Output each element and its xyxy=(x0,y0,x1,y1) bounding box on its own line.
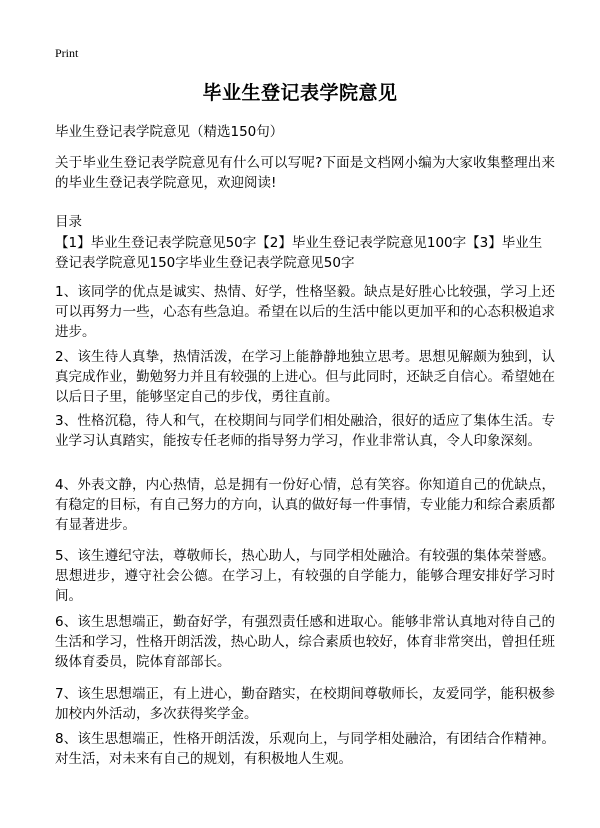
list-item: 5、该生遵纪守法，尊敬师长，热心助人，与同学相处融洽。有较强的集体荣誉感。思想进步，遵守社会公德。在学习上，有较强的自学能力，能够合理安排好学习时间。 xyxy=(55,548,555,604)
subtitle: 毕业生登记表学院意见（精选150句） xyxy=(55,124,284,140)
list-item: 1、该同学的优点是诚实、热情、好学，性格坚毅。缺点是好胜心比较强，学习上还可以再努力一些，心态有些急迫。希望在以后的生活中能以更加平和的心态积极追求进步。 xyxy=(55,284,555,340)
list-item: 3、性格沉稳，待人和气，在校期间与同学们相处融洽，很好的适应了集体生活。专业学习认真踏实，能按专任老师的指导努力学习，作业非常认真，令人印象深刻。 xyxy=(55,413,555,449)
toc-link-1[interactable]: 【1】毕业生登记表学院意见50字 xyxy=(55,235,257,251)
list-item: 7、该生思想端正，有上进心，勤奋踏实，在校期间尊敬师长，友爱同学，能积极参加校内外活动，多次获得奖学金。 xyxy=(55,686,555,722)
list-item: 2、该生待人真挚，热情活泼，在学习上能静静地独立思考。思想见解颇为独到，认真完成作业，勤勉努力并且有较强的上进心。但与此同时，还缺乏自信心。希望她在以后日子里，能够坚定自己的步伐，勇往直前。 xyxy=(55,349,555,405)
intro-paragraph: 关于毕业生登记表学院意见有什么可以写呢?下面是文档网小编为大家收集整理出来的毕业生登记表学院意见，欢迎阅读! xyxy=(55,155,555,191)
toc-heading: 目录 xyxy=(55,214,82,230)
list-item: 4、外表文静，内心热情，总是拥有一份好心情，总有笑容。你知道自己的优缺点，有稳定的目标，有自己努力的方向，认真的做好每一件事情，专业能力和综合素质都有显著进步。 xyxy=(55,477,555,533)
list-item: 6、该生思想端正，勤奋好学，有强烈责任感和进取心。能够非常认真地对待自己的生活和学习，性格开朗活泼，热心助人，综合素质也较好，体育非常突出，曾担任班级体育委员，院体育部部长。 xyxy=(55,614,555,670)
page-title: 毕业生登记表学院意见 xyxy=(202,82,398,104)
toc-list xyxy=(55,233,555,273)
print-link[interactable]: Print xyxy=(55,46,79,60)
toc-link-2[interactable]: 【2】毕业生登记表学院意见100字 xyxy=(256,235,467,251)
list-item: 8、该生思想端正，性格开朗活泼，乐观向上，与同学相处融洽，有团结合作精神。对生活，对未来有自己的规划，有积极地人生观。 xyxy=(55,731,555,767)
toc-link-3[interactable]: 【3】毕业生登记表学院意见150字毕业生登记表学院意见50字 xyxy=(55,235,543,271)
